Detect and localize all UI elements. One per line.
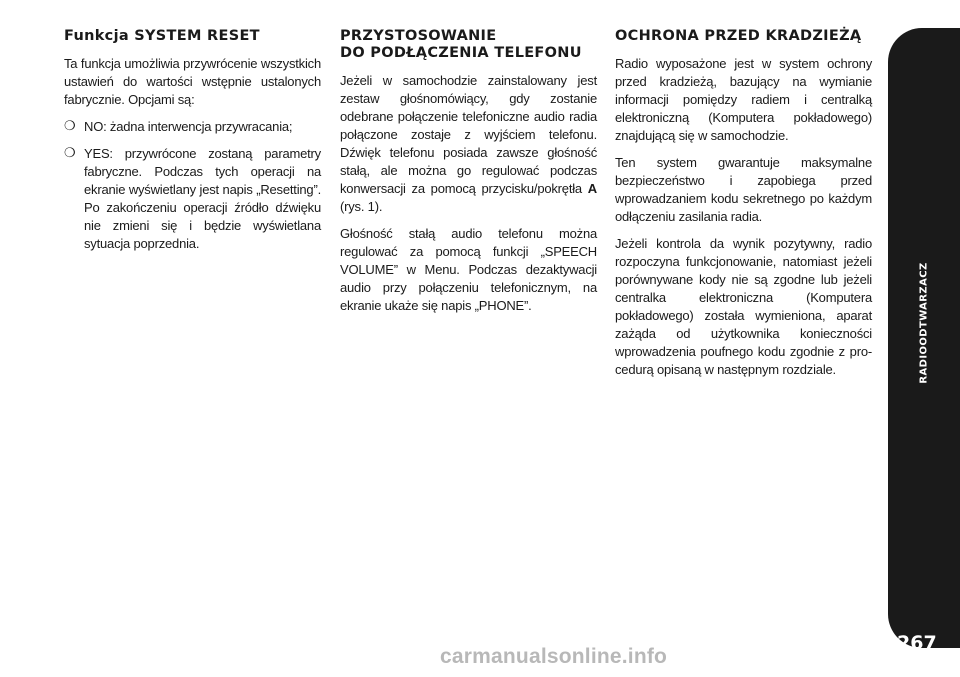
paragraph-text: Jeżeli w samochodzie zainstalowany jest zestaw głośnomówiący, gdy zostanie odebrane połączenie telefoniczne audio radia połączone zostaje z wyjściem telefonu. Dźwięk telefonu posiada zawsze głośność stałą, ale można go regulować podczas konwersacji za pomocą przycisku/pokrętła <box>340 73 597 196</box>
bullet-text: YES: przywrócone zostaną parametry fabryczne. Podczas tych operacji na ekranie wyświetlany jest napis „Resetting”. Po zakończeniu operacji źródło dźwięku nie zmieni się i będzie wyświetlana sytuacja poprzednia. <box>84 146 321 251</box>
paragraph: Radio wyposażone jest w system ochrony przed kradzieżą, bazujący na wymianie informacji pomiędzy radiem i centralką elektroniczną (Komputera pokładowego) znajdującą się w samochodzie. <box>615 56 872 143</box>
column-system-reset <box>64 28 321 262</box>
figure-reference: (rys. 1). <box>340 199 383 214</box>
column-anti-theft <box>615 28 872 388</box>
bullet-text: NO: żadna interwencja przywracania; <box>84 119 293 134</box>
watermark: carmanualsonline.info <box>440 645 668 668</box>
circle-bullet-icon: ❍ <box>64 146 76 161</box>
paragraph <box>340 72 597 216</box>
paragraph: Głośność stałą audio telefonu można regulować za pomocą funkcji „SPEECH VOLUME” w Menu. Podczas dezaktywacji audio przy połączeniu telefonicznym, na ekranie ukaże się napis „PHONE”. <box>340 226 597 313</box>
section-heading: Funkcja SYSTEM RESET <box>64 28 260 44</box>
paragraph: Ten system gwarantuje maksymalne bezpieczeństwo i zapobiega przed wprowadzaniem kodu sekretnego po każdym odłączeniu zasilania radia. <box>615 155 872 224</box>
list-item <box>64 118 321 136</box>
section-heading <box>340 28 597 62</box>
heading-line: DO PODŁĄCZENIA TELEFONU <box>340 45 582 61</box>
paragraph: Jeżeli kontrola da wynik pozytywny, radio rozpoczyna funkcjonowanie, natomiast jeżeli porównywane kody nie są zgodne lub jeżeli centralka elektroniczna (Komputera pokładowego) została wymieniona, aparat zażąda od użytkownika konieczności wprowadzenia poufnego kodu zgodnie z pro-cedurą opisaną w następnym rozdziale. <box>615 236 872 377</box>
column-phone <box>340 28 597 324</box>
circle-bullet-icon: ❍ <box>64 119 76 134</box>
chapter-label: RADIOODTWARZACZ <box>918 262 930 384</box>
page-number: 267 <box>897 632 937 654</box>
section-heading: OCHRONA PRZED KRADZIEŻĄ <box>615 28 862 44</box>
heading-line: PRZYSTOSOWANIE <box>340 28 497 44</box>
list-item <box>64 145 321 253</box>
button-reference: A <box>587 181 597 196</box>
intro-paragraph: Ta funkcja umożliwia przywrócenie wszystkich ustawień do wartości wstępnie ustalonych fabrycznie. Opcjami są: <box>64 56 321 107</box>
